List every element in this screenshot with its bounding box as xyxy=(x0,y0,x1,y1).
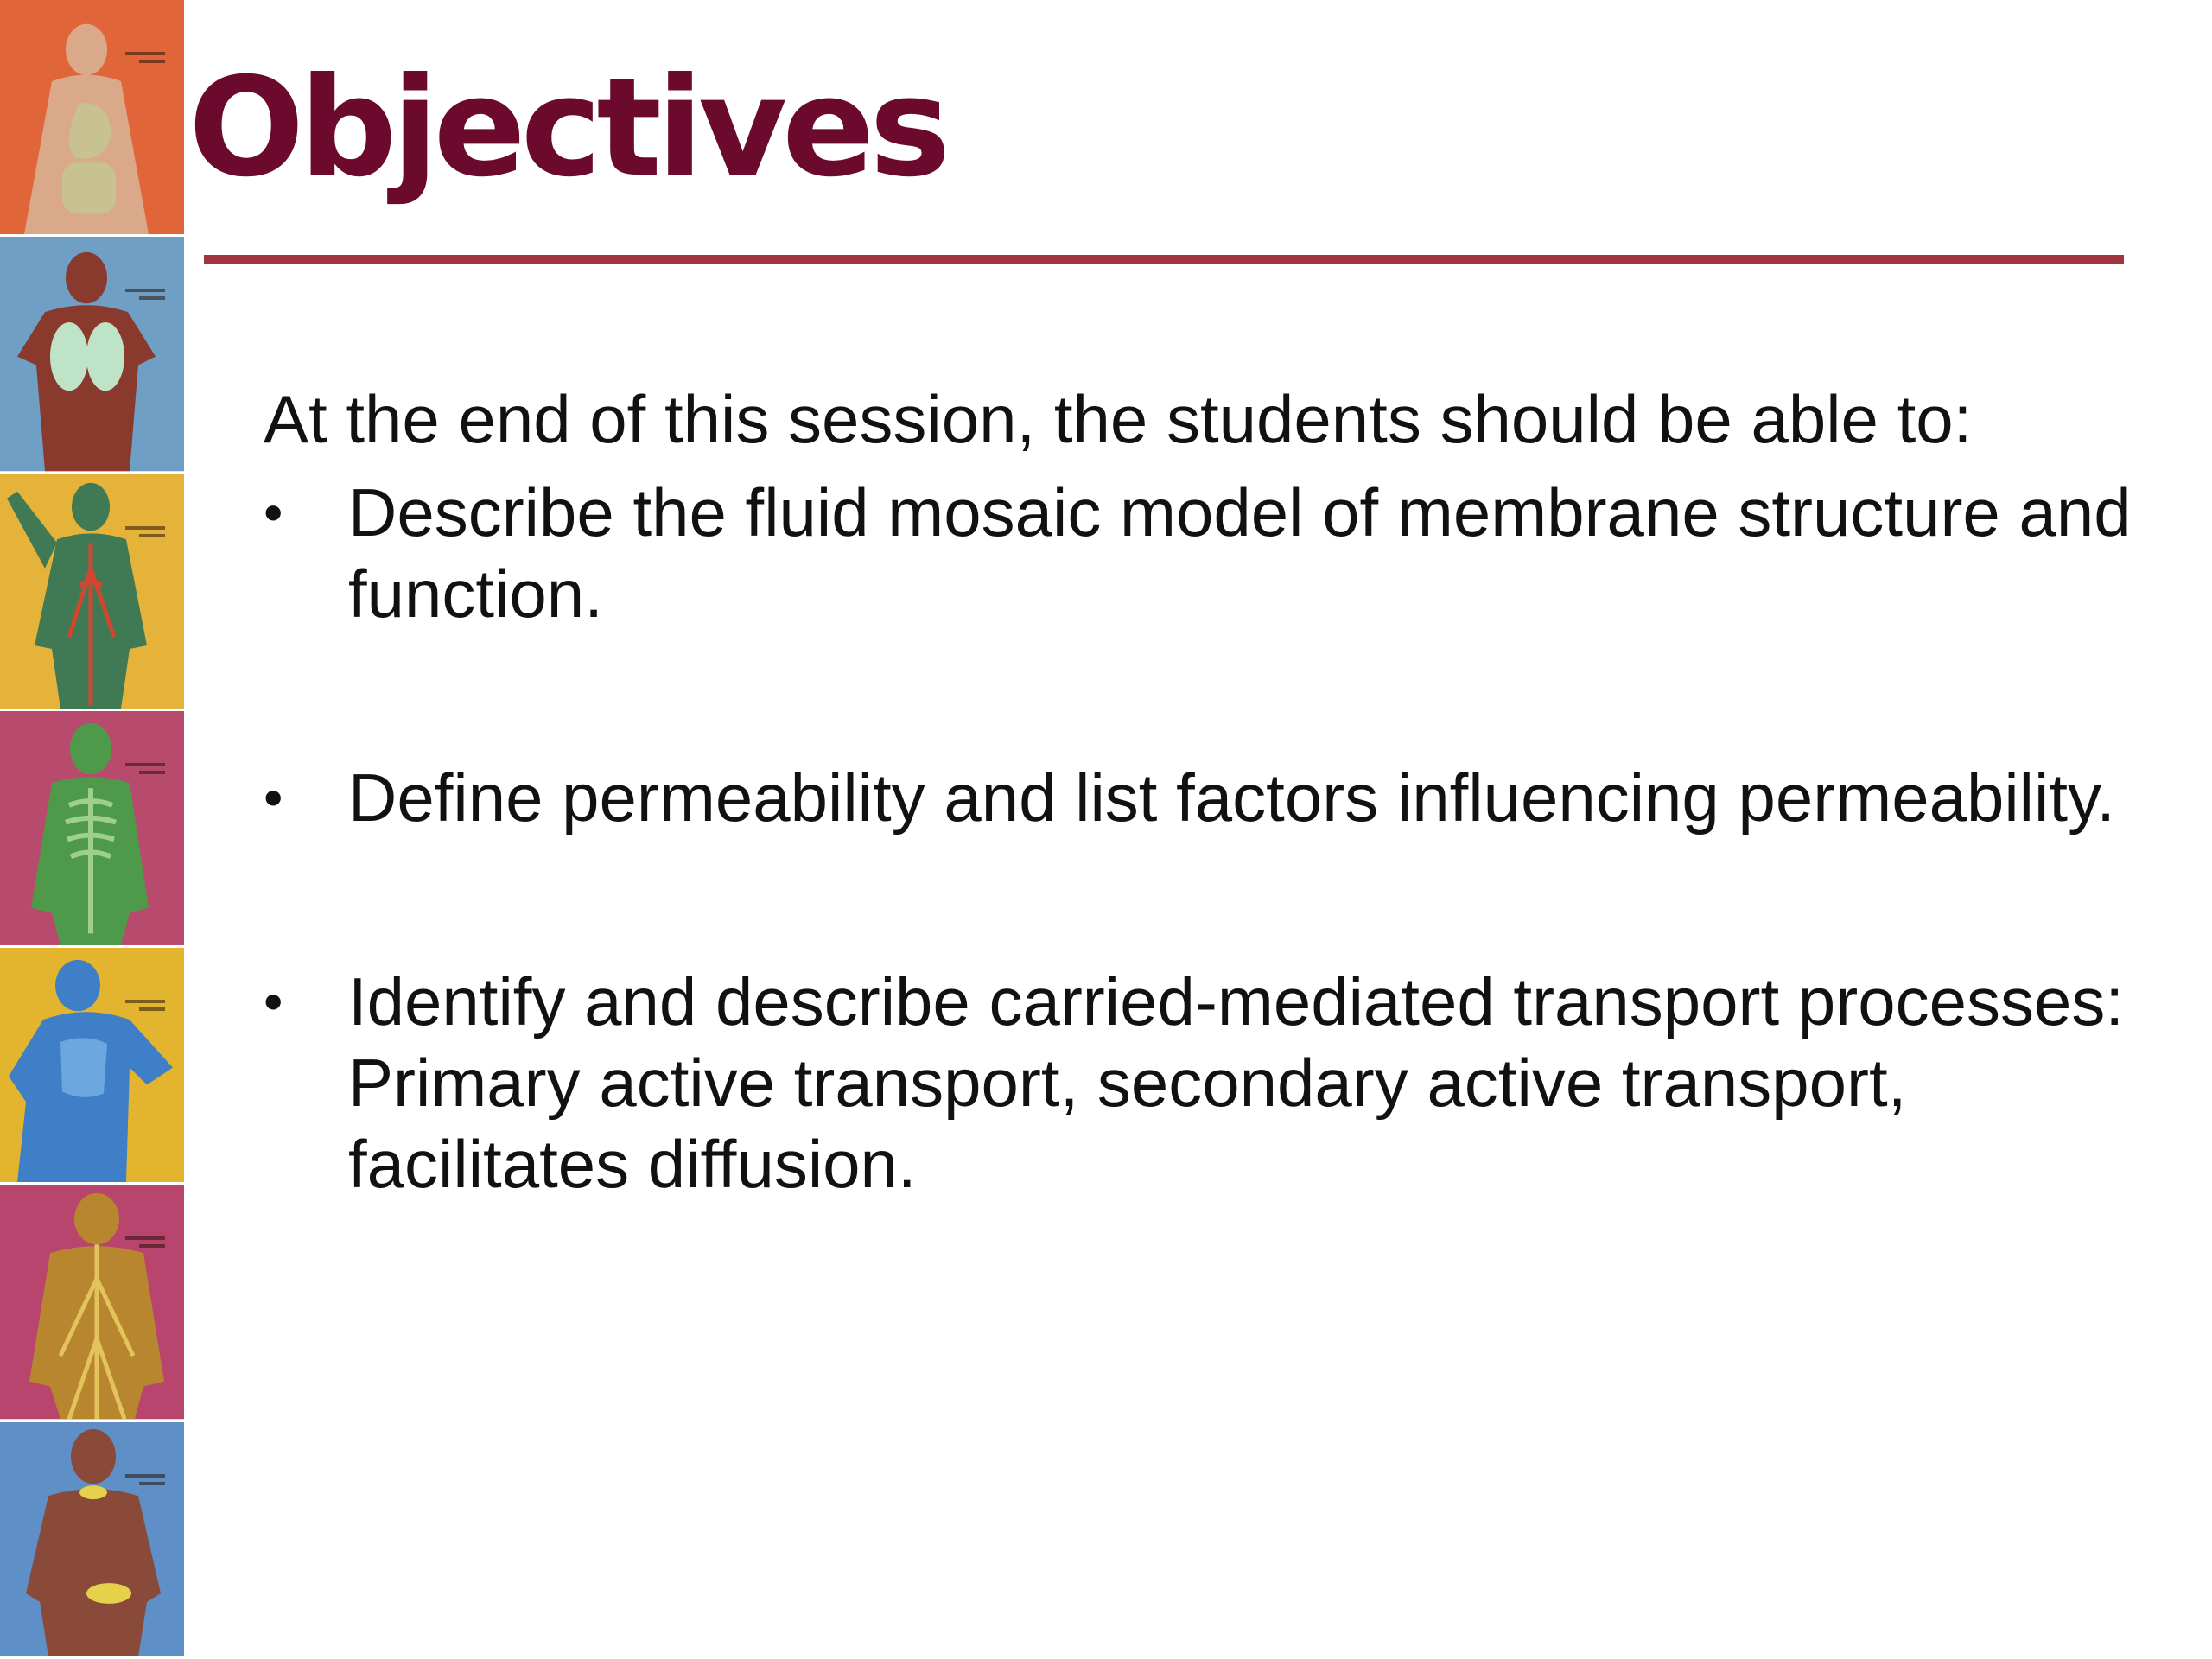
panel-caption-mark xyxy=(125,289,165,308)
objectives-list xyxy=(264,472,2132,1205)
intestine-organ xyxy=(62,162,116,213)
skeletal-system-panel xyxy=(0,711,184,948)
respiratory-system-illustration xyxy=(0,237,184,471)
digestive-system-panel xyxy=(0,0,184,237)
figure-head xyxy=(66,24,107,75)
digestive-system-illustration xyxy=(0,0,184,234)
panel-caption-mark xyxy=(125,1236,165,1255)
muscular-system-illustration xyxy=(0,948,184,1182)
nervous-system-illustration xyxy=(0,1185,184,1419)
panel-caption-mark xyxy=(125,526,165,545)
skeletal-system-illustration xyxy=(0,711,184,945)
right-lung-organ xyxy=(86,322,124,391)
slide-body xyxy=(264,373,2132,1205)
panel-caption-mark xyxy=(125,1474,165,1493)
figure-body xyxy=(26,1489,161,1656)
intro-text: At the end of this session, the students should be able to: xyxy=(264,381,1973,457)
endocrine-system-illustration xyxy=(0,1422,184,1656)
objective-item xyxy=(264,757,2145,838)
title-divider xyxy=(204,255,2124,264)
objective-text: Identify and describe carried-mediated transport processes: Primary active transport, secondary active transport, facilitates diffusion. xyxy=(348,963,2125,1202)
adrenal-gland xyxy=(86,1583,131,1604)
body-systems-strip xyxy=(0,0,184,1659)
bullet-marker: • xyxy=(264,970,283,1033)
nervous-system-panel xyxy=(0,1185,184,1421)
figure-head xyxy=(72,482,110,530)
muscular-system-panel xyxy=(0,948,184,1185)
endocrine-system-panel xyxy=(0,1422,184,1659)
figure-head xyxy=(70,723,111,774)
panel-caption-mark xyxy=(125,52,165,71)
respiratory-system-panel xyxy=(0,237,184,474)
panel-caption-mark xyxy=(125,1000,165,1019)
panel-caption-mark xyxy=(125,763,165,782)
figure-head xyxy=(55,960,100,1011)
left-lung-organ xyxy=(50,322,88,391)
figure-head xyxy=(66,252,107,303)
figure-head xyxy=(74,1193,119,1244)
thyroid-gland xyxy=(79,1485,107,1499)
slide-title: Objectives xyxy=(188,48,946,207)
muscle-highlights xyxy=(60,1039,107,1097)
bullet-marker: • xyxy=(264,481,283,543)
figure-head xyxy=(71,1429,116,1484)
objective-text: Define permeability and list factors influencing permeability. xyxy=(348,760,2115,836)
objective-item xyxy=(264,472,2145,634)
circulatory-system-illustration xyxy=(0,474,184,709)
objective-item xyxy=(264,961,2145,1205)
bullet-marker: • xyxy=(264,766,283,829)
objective-text: Describe the fluid mosaic model of membrane structure and function. xyxy=(348,474,2132,632)
circulatory-system-panel xyxy=(0,474,184,711)
